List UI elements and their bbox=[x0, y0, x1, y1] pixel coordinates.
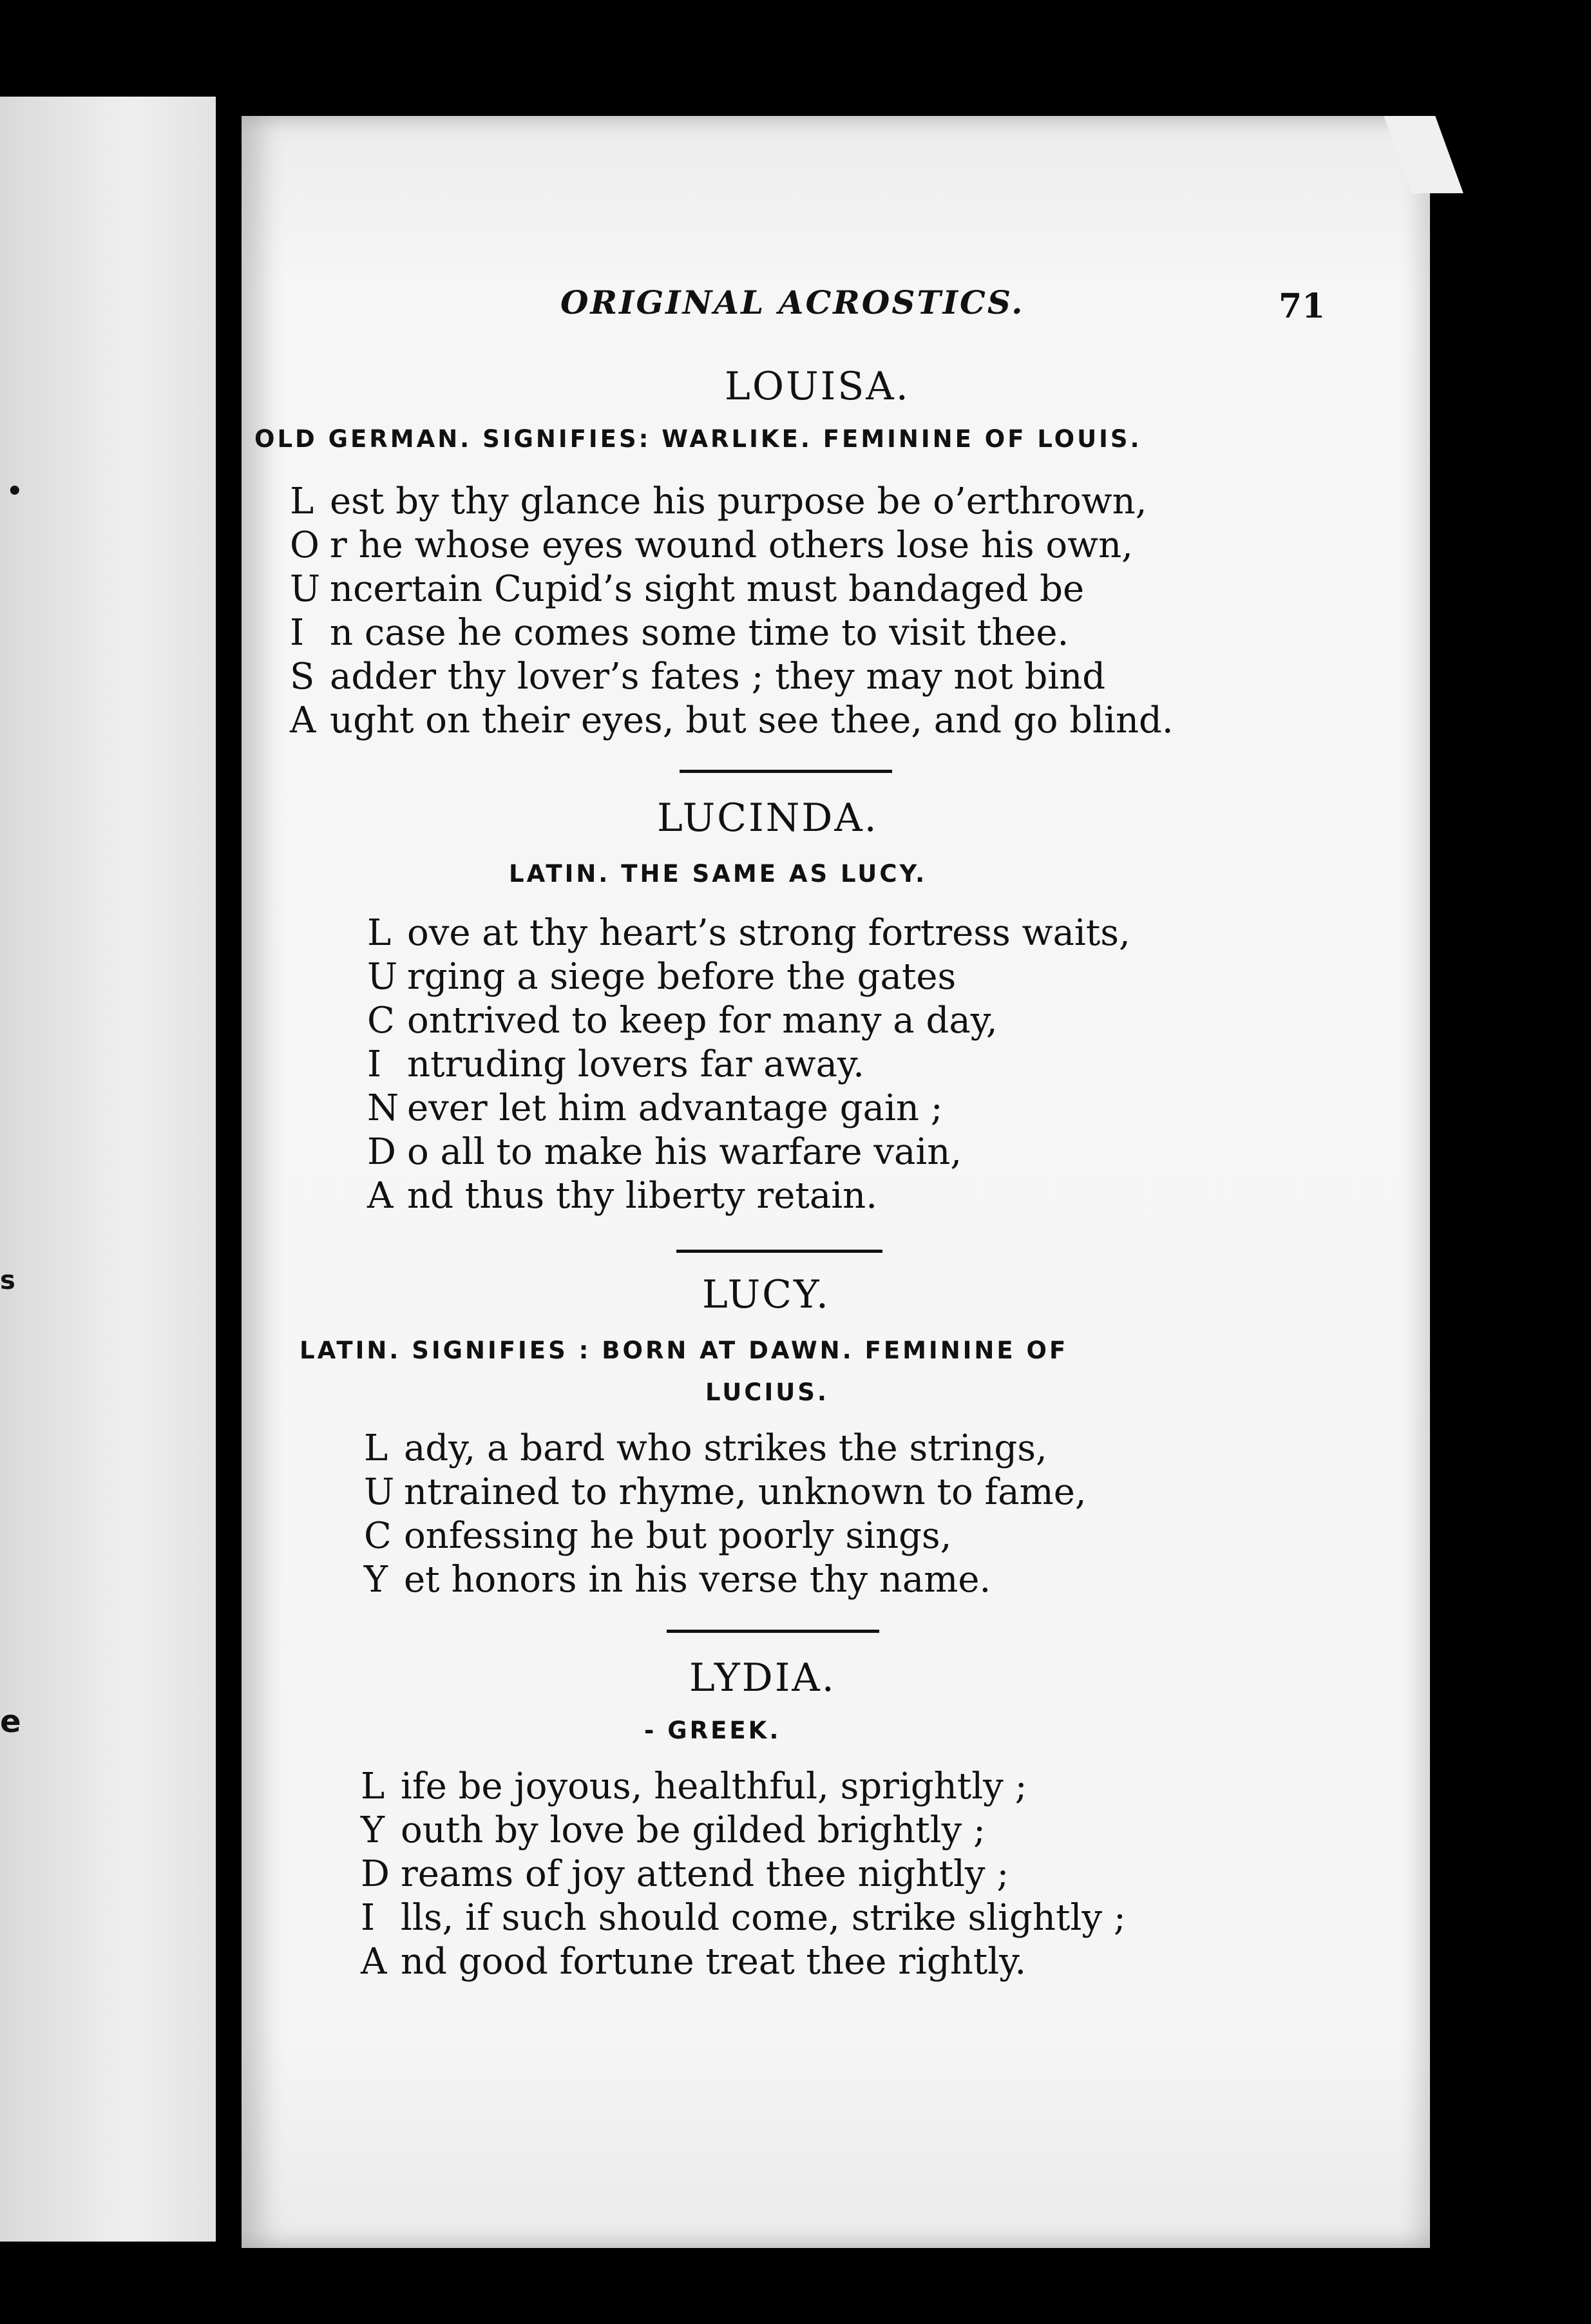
verse-initial: N bbox=[367, 1087, 399, 1129]
acrostic-verse bbox=[290, 480, 1174, 743]
verse-line bbox=[290, 480, 1174, 524]
verse-initial: I bbox=[290, 612, 305, 654]
verse-initial: L bbox=[361, 1766, 385, 1807]
section-divider bbox=[667, 1630, 879, 1633]
verse-text: ntruding lovers far away. bbox=[407, 1043, 864, 1085]
verse-initial: S bbox=[290, 656, 315, 698]
book-gutter bbox=[216, 97, 242, 2242]
verse-line bbox=[367, 1130, 1130, 1174]
verse-line bbox=[290, 655, 1174, 699]
verse-initial: Y bbox=[364, 1559, 388, 1601]
facing-page-mark: e bbox=[0, 1704, 21, 1740]
verse-initial: C bbox=[367, 1000, 395, 1042]
verse-line bbox=[290, 611, 1174, 655]
verse-text: est by thy glance his purpose be o’erthrown, bbox=[330, 481, 1147, 522]
verse-initial: A bbox=[290, 700, 316, 741]
entry-origin-continued: LUCIUS. bbox=[705, 1378, 829, 1406]
verse-line bbox=[367, 1174, 1130, 1218]
verse-text: outh by love be gilded brightly ; bbox=[401, 1809, 986, 1851]
verse-text: n case he comes some time to visit thee. bbox=[330, 612, 1069, 654]
verse-line bbox=[367, 911, 1130, 955]
entry-title: LUCINDA. bbox=[657, 795, 879, 841]
verse-initial: I bbox=[361, 1897, 376, 1939]
verse-initial: U bbox=[367, 956, 398, 998]
verse-initial: U bbox=[364, 1471, 395, 1513]
verse-initial: C bbox=[364, 1515, 392, 1557]
entry-origin: LATIN. SIGNIFIES : BORN AT DAWN. FEMININE OF bbox=[300, 1337, 1069, 1364]
running-head: ORIGINAL ACROSTICS. bbox=[560, 283, 1025, 321]
entry-title: LYDIA. bbox=[689, 1655, 836, 1700]
verse-line bbox=[364, 1471, 1087, 1514]
verse-initial: Y bbox=[361, 1809, 385, 1851]
verse-text: r he whose eyes wound others lose his own, bbox=[330, 524, 1133, 566]
verse-line bbox=[290, 524, 1174, 567]
verse-text: lls, if such should come, strike slightly ; bbox=[401, 1897, 1126, 1939]
verse-line bbox=[367, 999, 1130, 1043]
verse-text: ove at thy heart’s strong fortress waits, bbox=[407, 912, 1130, 954]
verse-line bbox=[364, 1514, 1087, 1558]
verse-text: o all to make his warfare vain, bbox=[407, 1131, 962, 1173]
verse-text: adder thy lover’s fates ; they may not bind bbox=[330, 656, 1106, 698]
verse-initial: L bbox=[290, 481, 314, 522]
verse-text: ife be joyous, healthful, sprightly ; bbox=[401, 1766, 1027, 1807]
acrostic-verse bbox=[367, 911, 1130, 1218]
verse-text: nd thus thy liberty retain. bbox=[407, 1175, 877, 1217]
entry-origin: OLD GERMAN. SIGNIFIES: WARLIKE. FEMININE OF LOUIS. bbox=[254, 425, 1142, 453]
verse-text: rging a siege before the gates bbox=[407, 956, 957, 998]
verse-initial: I bbox=[367, 1043, 382, 1085]
verse-line bbox=[364, 1558, 1087, 1602]
verse-initial: A bbox=[367, 1175, 394, 1217]
page-number: 71 bbox=[1279, 287, 1326, 326]
verse-line bbox=[361, 1940, 1126, 1984]
acrostic-verse bbox=[361, 1765, 1126, 1984]
verse-text: ever let him advantage gain ; bbox=[407, 1087, 943, 1129]
verse-text: onfessing he but poorly sings, bbox=[404, 1515, 952, 1557]
section-divider bbox=[680, 770, 892, 773]
verse-text: reams of joy attend thee nightly ; bbox=[401, 1853, 1009, 1895]
verse-line bbox=[367, 1043, 1130, 1087]
verse-line bbox=[367, 955, 1130, 999]
acrostic-verse bbox=[364, 1427, 1087, 1602]
verse-line bbox=[361, 1853, 1126, 1896]
verse-text: nd good fortune treat thee rightly. bbox=[401, 1941, 1027, 1983]
verse-text: ontrived to keep for many a day, bbox=[407, 1000, 998, 1042]
verse-initial: U bbox=[290, 568, 321, 610]
verse-initial: L bbox=[364, 1427, 388, 1469]
verse-line bbox=[364, 1427, 1087, 1471]
entry-origin: - GREEK. bbox=[644, 1717, 781, 1744]
verse-text: ntrained to rhyme, unknown to fame, bbox=[404, 1471, 1087, 1513]
facing-page bbox=[0, 97, 216, 2242]
verse-line bbox=[367, 1087, 1130, 1130]
verse-text: ught on their eyes, but see thee, and go blind. bbox=[330, 700, 1174, 741]
verse-text: ncertain Cupid’s sight must bandaged be bbox=[330, 568, 1085, 610]
section-divider bbox=[676, 1250, 882, 1253]
facing-page-mark: s bbox=[0, 1266, 15, 1295]
verse-line bbox=[290, 567, 1174, 611]
verse-initial: L bbox=[367, 912, 392, 954]
verse-initial: D bbox=[361, 1853, 390, 1895]
entry-title: LOUISA. bbox=[725, 364, 910, 409]
verse-initial: D bbox=[367, 1131, 396, 1173]
entry-title: LUCY. bbox=[702, 1272, 830, 1317]
verse-line bbox=[361, 1765, 1126, 1809]
verse-text: ady, a bard who strikes the strings, bbox=[404, 1427, 1047, 1469]
verse-text: et honors in his verse thy name. bbox=[404, 1559, 991, 1601]
entry-origin: LATIN. THE SAME AS LUCY. bbox=[509, 860, 928, 888]
verse-line bbox=[361, 1809, 1126, 1853]
facing-page-mark: • bbox=[6, 477, 23, 506]
verse-line bbox=[290, 699, 1174, 743]
verse-line bbox=[361, 1896, 1126, 1940]
verse-initial: O bbox=[290, 524, 319, 566]
verse-initial: A bbox=[361, 1941, 387, 1983]
